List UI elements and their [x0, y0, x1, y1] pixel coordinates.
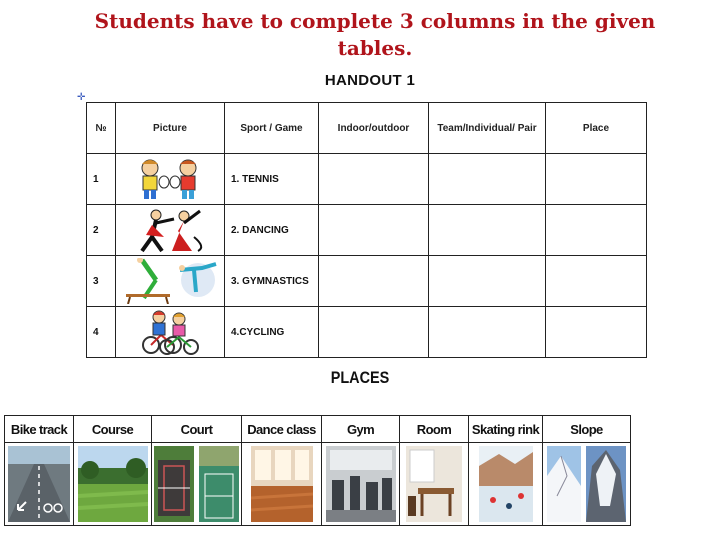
answer-cell-place[interactable] — [546, 256, 647, 307]
bike-track-photo — [5, 443, 74, 526]
place-label-gym: Gym — [322, 416, 400, 443]
answer-cell-place[interactable] — [546, 154, 647, 205]
ski-slope-photo — [543, 443, 631, 526]
handout-table — [86, 102, 647, 358]
place-label-bike-track: Bike track — [5, 416, 74, 443]
page-heading: Students have to complete 3 columns in the given tables. — [94, 9, 656, 60]
table-row — [87, 307, 647, 358]
place-label-court: Court — [152, 416, 242, 443]
room-photo — [400, 443, 469, 526]
sport-name: 3. GYMNASTICS — [225, 256, 319, 307]
col-header-team-individual: Team/Individual/ Pair — [429, 103, 546, 154]
row-number: 3 — [87, 256, 116, 307]
table-anchor-icon[interactable]: ✛ — [77, 92, 86, 103]
handout-header-row — [87, 103, 647, 154]
dance-class-photo — [242, 443, 322, 526]
handout-title: HANDOUT 1 — [324, 72, 416, 89]
answer-cell-team-individual[interactable] — [429, 307, 546, 358]
answer-cell-indoor-outdoor[interactable] — [319, 205, 429, 256]
courts-photo — [152, 443, 242, 526]
sport-name: 4.CYCLING — [225, 307, 319, 358]
tennis-players-image — [116, 154, 225, 205]
place-label-room: Room — [400, 416, 469, 443]
cyclists-image — [116, 307, 225, 358]
sport-name: 2. DANCING — [225, 205, 319, 256]
col-header-picture: Picture — [116, 103, 225, 154]
golf-course-photo — [74, 443, 152, 526]
places-photo-row — [5, 443, 631, 526]
places-title: PLACES — [330, 368, 390, 387]
answer-cell-indoor-outdoor[interactable] — [319, 256, 429, 307]
answer-cell-place[interactable] — [546, 307, 647, 358]
place-label-skating-rink: Skating rink — [469, 416, 543, 443]
col-header-indoor-outdoor: Indoor/outdoor — [319, 103, 429, 154]
col-header-place: Place — [546, 103, 647, 154]
answer-cell-indoor-outdoor[interactable] — [319, 154, 429, 205]
places-table — [4, 415, 631, 526]
table-row — [87, 154, 647, 205]
gym-photo — [322, 443, 400, 526]
row-number: 4 — [87, 307, 116, 358]
answer-cell-indoor-outdoor[interactable] — [319, 307, 429, 358]
col-header-number: № — [87, 103, 116, 154]
sport-name: 1. TENNIS — [225, 154, 319, 205]
dancing-couple-image — [116, 205, 225, 256]
place-label-dance-class: Dance class — [242, 416, 322, 443]
answer-cell-place[interactable] — [546, 205, 647, 256]
answer-cell-team-individual[interactable] — [429, 205, 546, 256]
place-label-course: Course — [74, 416, 152, 443]
row-number: 2 — [87, 205, 116, 256]
skating-rink-photo — [469, 443, 543, 526]
table-row — [87, 256, 647, 307]
place-label-slope: Slope — [543, 416, 631, 443]
answer-cell-team-individual[interactable] — [429, 154, 546, 205]
answer-cell-team-individual[interactable] — [429, 256, 546, 307]
places-header-row — [5, 416, 631, 443]
row-number: 1 — [87, 154, 116, 205]
gymnasts-image — [116, 256, 225, 307]
col-header-sport: Sport / Game — [225, 103, 319, 154]
table-row — [87, 205, 647, 256]
